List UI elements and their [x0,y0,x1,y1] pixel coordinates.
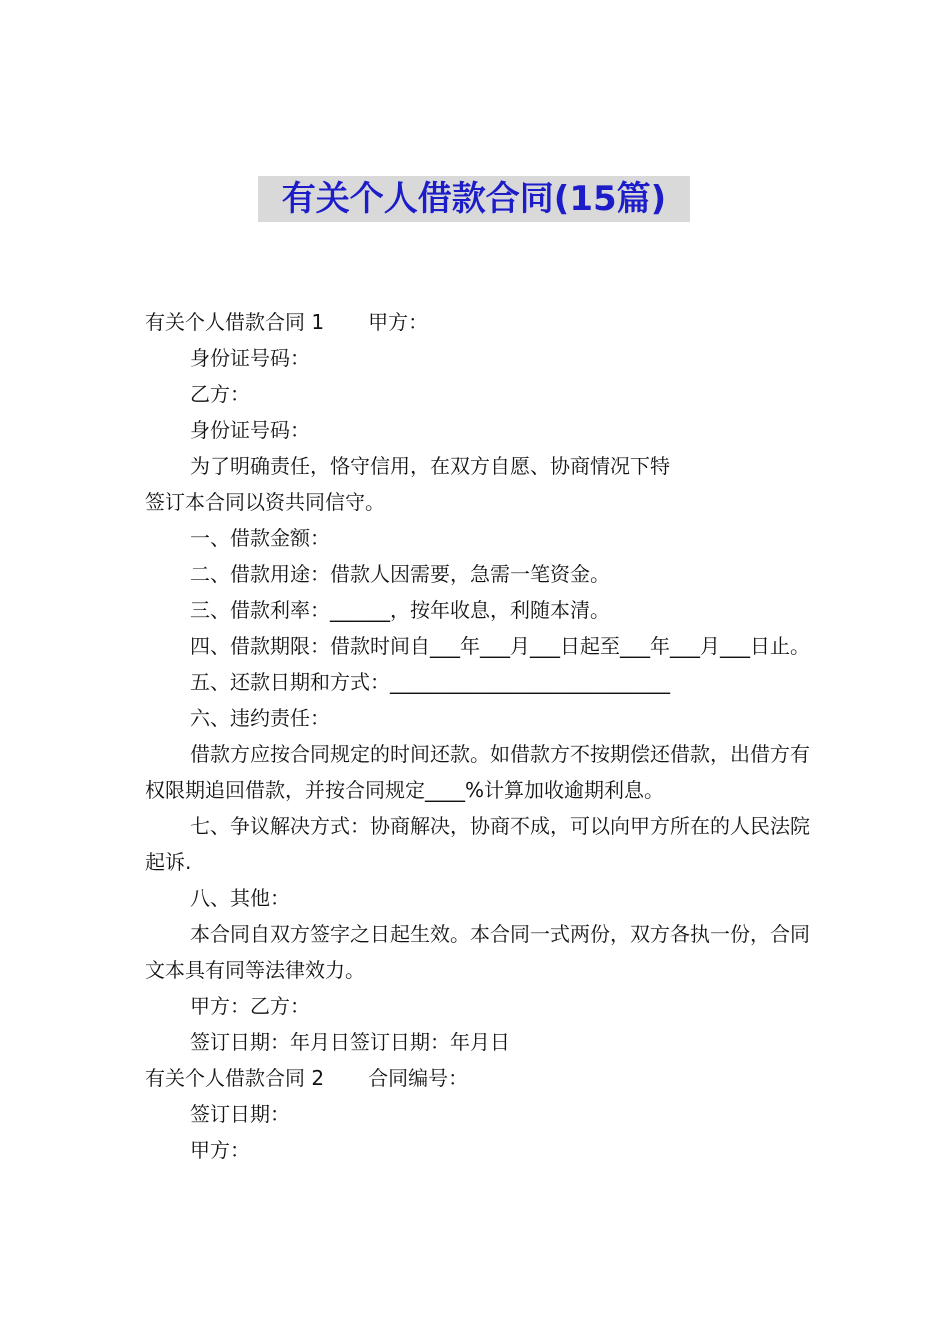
party-a-label: 甲方： [368,310,429,334]
intro-paragraph-line-2: 签订本合同以资共同信守。 [145,490,385,514]
section-2-party-a: 甲方： [190,1138,250,1162]
intro-paragraph-line-1: 为了明确责任，恪守信用，在双方自愿、协商情况下特 [190,454,670,478]
clause-8-text: 本合同自双方签字之日起生效。本合同一式两份，双方各执一份，合同文本具有同等法律效力。 [145,922,810,982]
clause-5-repayment: 五、还款日期和方式：____________________________ [190,670,670,694]
document-body [145,304,810,1168]
clause-3-interest: 三、借款利率：______，按年收息，利随本清。 [190,598,610,622]
clause-1-amount: 一、借款金额： [190,526,330,550]
section-2-sign-date: 签订日期： [190,1102,290,1126]
section-1-heading: 有关个人借款合同 1 [145,310,325,334]
id-number-b: 身份证号码： [190,418,310,442]
id-number-a: 身份证号码： [190,346,310,370]
signature-line: 甲方：乙方： [190,994,310,1018]
section-heading-line [145,304,810,340]
section-2-heading: 有关个人借款合同 2 [145,1066,325,1090]
document-title: 有关个人借款合同(15篇) [258,176,690,222]
clause-6-liability: 六、违约责任： [190,706,330,730]
contract-number-label: 合同编号： [368,1066,469,1090]
section-heading-line [145,1060,810,1096]
party-b-label: 乙方： [190,382,250,406]
clause-2-purpose: 二、借款用途：借款人因需要，急需一笔资金。 [190,562,610,586]
clause-6-text: 借款方应按合同规定的时间还款。如借款方不按期偿还借款，出借方有权限期追回借款，并按合同规定____%计算加收逾期利息。 [145,742,810,802]
sign-date-line: 签订日期：年月日签订日期：年月日 [190,1030,510,1054]
clause-8-other: 八、其他： [190,886,290,910]
clause-4-term: 四、借款期限：借款时间自___年___月___日起至___年___月___日止。 [190,634,810,658]
clause-7-dispute: 七、争议解决方式：协商解决，协商不成，可以向甲方所在的人民法院起诉. [145,814,810,874]
